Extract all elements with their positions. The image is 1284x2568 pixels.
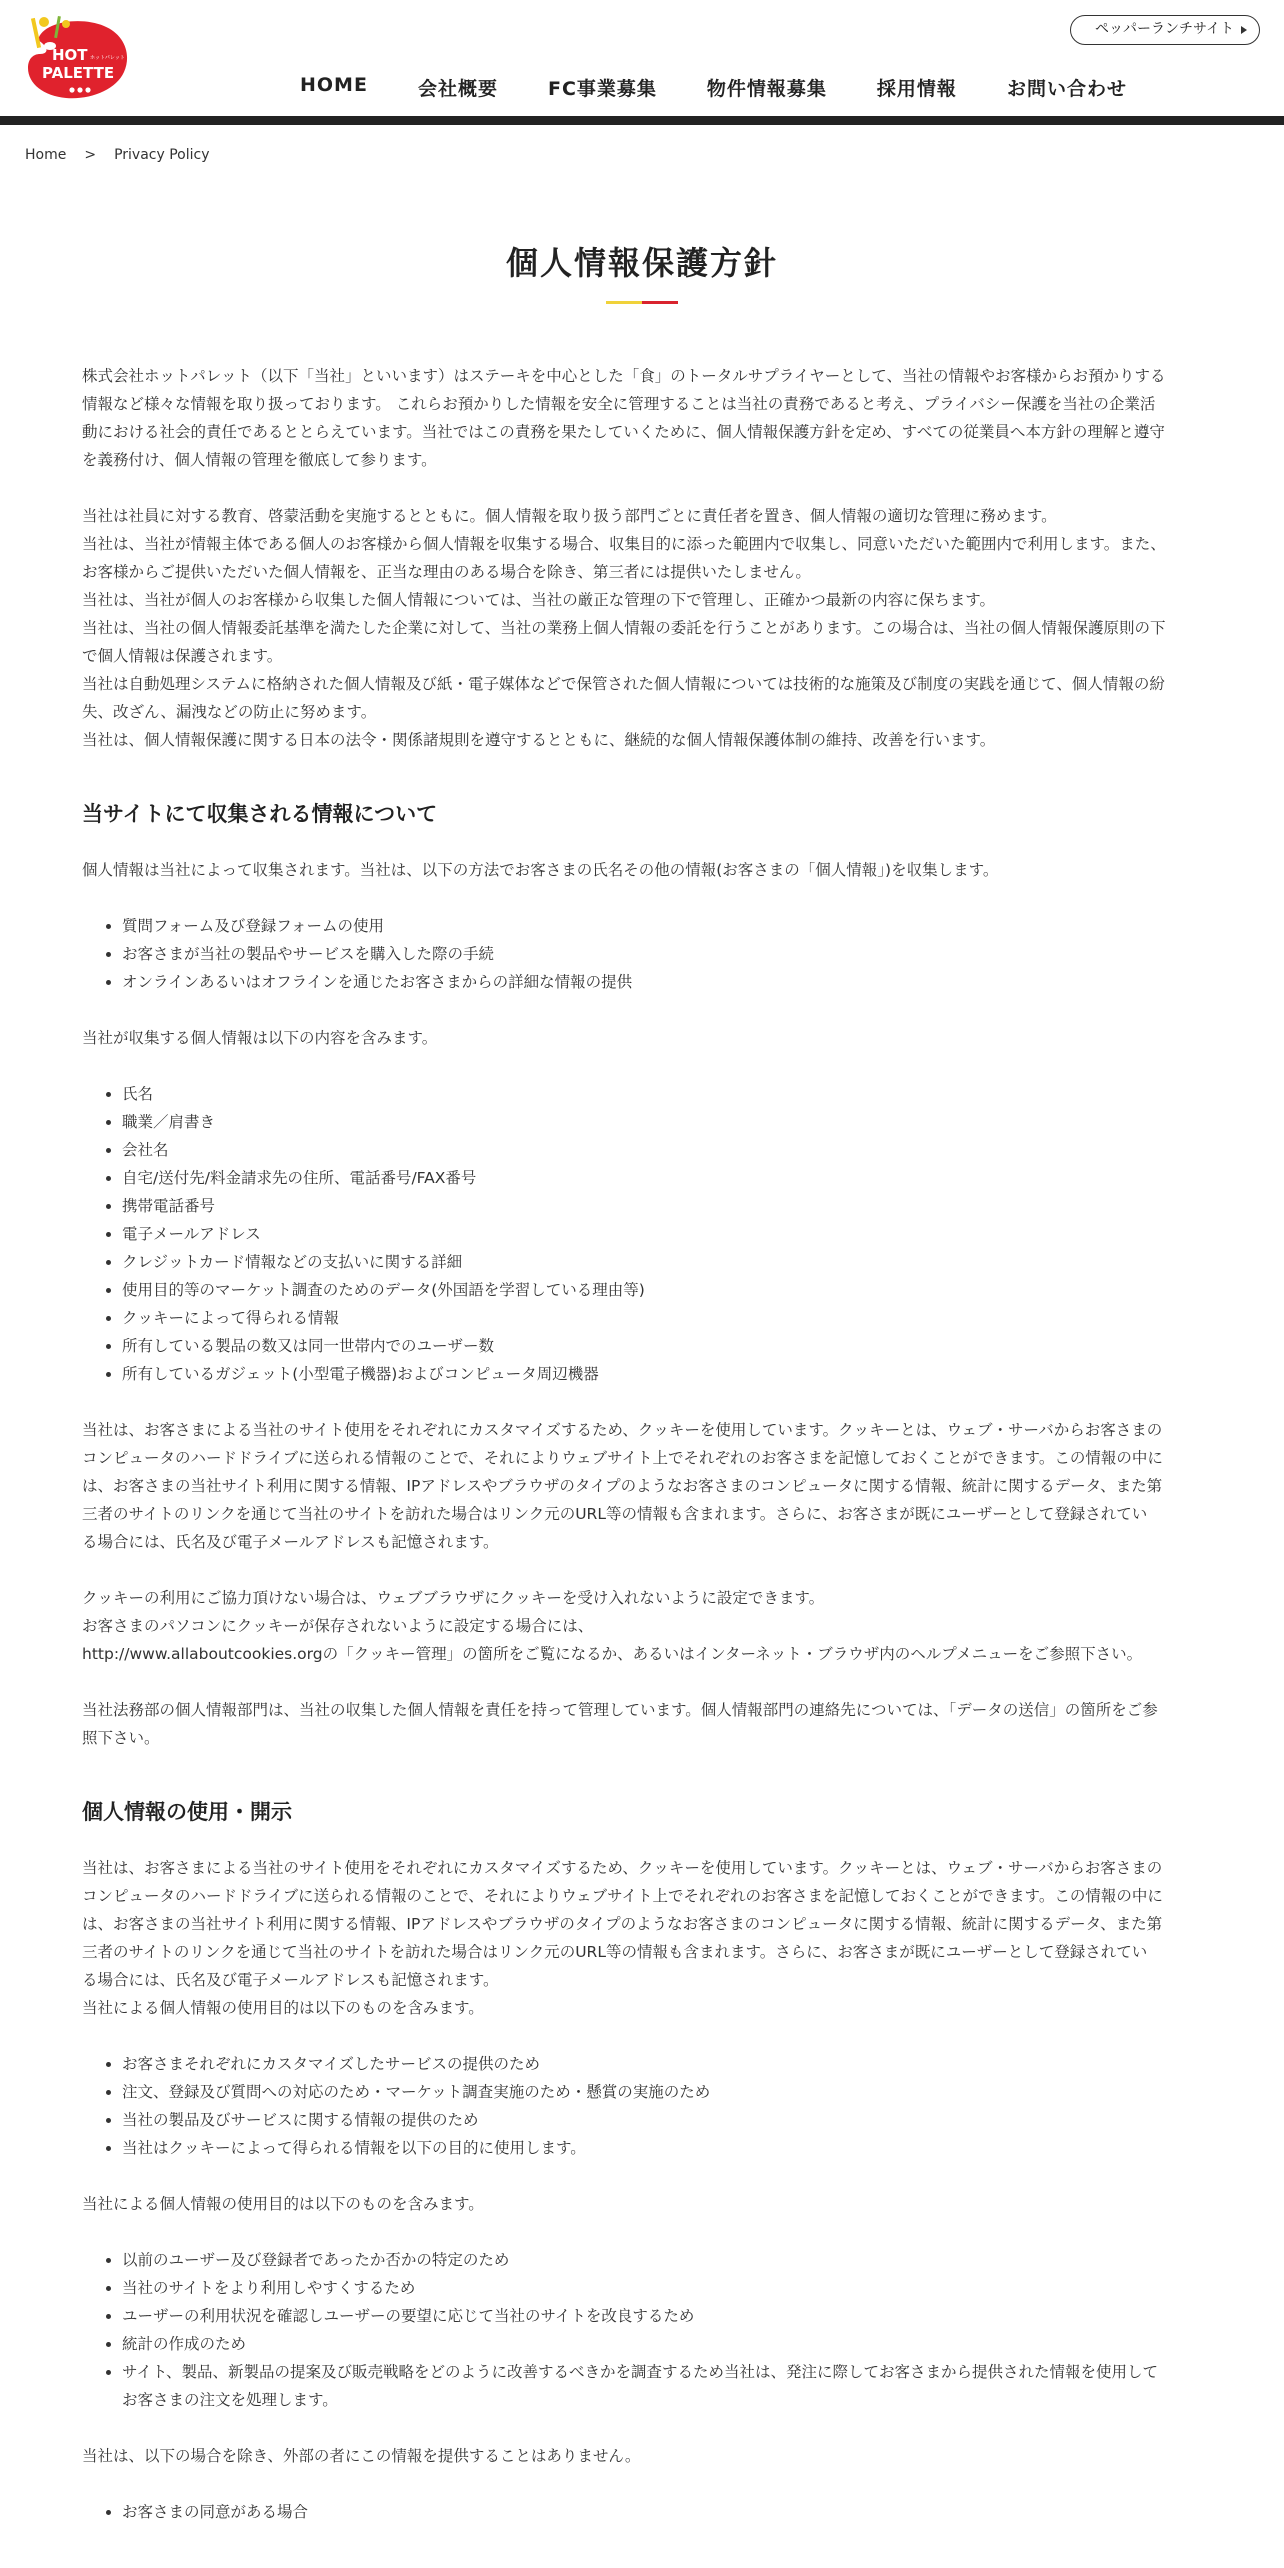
cookie-line: 三者のサイトのリンクを通じて当社のサイトを訪れた場合はリンク元のURL等の情報も含まれます。さらに、お客さまが既にユーザーとして登録されてい — [82, 1943, 1148, 1961]
cookie-paragraph — [82, 1416, 1202, 1556]
hot-palette-logo[interactable] — [20, 14, 132, 106]
cookie-line: る場合には、氏名及び電子メールアドレスも記憶されます。 — [82, 1971, 499, 1989]
policy-line: 当社は社員に対する教育、啓蒙活動を実施するとともに。個人情報を取り扱う部門ごとに責任者を置き、個人情報の適切な管理に務めます。 — [82, 507, 1057, 525]
list-item: • クレジットカード情報などの支払いに関する詳細 — [122, 1248, 1202, 1276]
refuse-line: http://www.allaboutcookies.orgの「クッキー管理」の箇所をご覧になるか、あるいはインターネット・ブラウザ内のヘルプメニューをご参照下さい。 — [82, 1645, 1143, 1663]
pepper-lunch-site-link[interactable] — [1070, 15, 1260, 45]
list-item: • 注文、登録及び質問への対応のため・マーケット調査実施のため・懸賞の実施のため — [122, 2078, 1202, 2106]
logo-text-top: HOT — [52, 46, 88, 64]
page-title: 個人情報保護方針 — [505, 244, 778, 282]
refuse-line: お客さまのパソコンにクッキーが保存されないように設定する場合には、 — [82, 1617, 594, 1635]
list-item: • お客さまそれぞれにカスタマイズしたサービスの提供のため — [122, 2050, 1202, 2078]
policy-line: 当社は、個人情報保護に関する日本の法令・関係諸規則を遵守するとともに、継続的な個人情報保護体制の維持、改善を行います。 — [82, 731, 996, 749]
list-item: • 以前のユーザー及び登録者であったか否かの特定のため — [122, 2246, 1202, 2274]
nav-contact[interactable]: お問い合わせ — [1006, 78, 1127, 100]
list-item: • 使用目的等のマーケット調査のためのデータ(外国語を学習している理由等) — [122, 1276, 1202, 1304]
list-item: • 所有しているガジェット(小型電子機器)およびコンピュータ周辺機器 — [122, 1360, 1202, 1388]
breadcrumb-current: Privacy Policy — [114, 147, 210, 163]
breadcrumb-home[interactable]: Home — [25, 147, 67, 163]
collected-items-list — [82, 1080, 1202, 1388]
logo-icon — [20, 14, 132, 106]
usage-purposes-list — [82, 2050, 1202, 2162]
cookie-line: 当社による個人情報の使用目的は以下のものを含みます。 — [82, 1999, 484, 2017]
title-underline — [606, 301, 678, 304]
underline-red — [642, 301, 678, 304]
underline-yellow — [606, 301, 642, 304]
list-item: • お客さまの同意がある場合 — [122, 2498, 1202, 2526]
site-header — [0, 0, 1284, 116]
policy-line: 当社は、当社が情報主体である個人のお客様から個人情報を収集する場合、収集目的に添った範囲内で収集し、同意いただいた範囲内で利用します。また、 — [82, 535, 1166, 553]
section-heading-collected-info: 当サイトにて収集される情報について — [82, 802, 438, 826]
nav-property-recruit[interactable]: 物件情報募集 — [706, 78, 827, 100]
list-item: • 当社はクッキーによって得られる情報を以下の目的に使用します。 — [122, 2134, 1202, 2162]
breadcrumb-separator: > — [84, 147, 97, 163]
legal-dept-paragraph — [82, 1696, 1202, 1752]
policy-line: 当社は、当社の個人情報委託基準を満たした企業に対して、当社の業務上個人情報の委託を行うことがあります。この場合は、当社の個人情報保護原則の下 — [82, 619, 1166, 637]
policy-content — [82, 362, 1202, 2554]
list-item-line: • サイト、製品、新製品の提案及び販売戦略をどのように改善するべきかを調査するため当社は、発注に際してお客さまから提供された情報を使用して — [122, 2363, 1159, 2381]
breadcrumb — [25, 147, 210, 163]
cookie-line: 当社は、お客さまによる当社のサイト使用をそれぞれにカスタマイズするため、クッキーを使用しています。クッキーとは、ウェブ・サーバからお客さまの — [82, 1421, 1163, 1439]
cookie-refuse-paragraph — [82, 1584, 1202, 1668]
intro-line: を義務付け、個人情報の管理を徹底して参ります。 — [82, 451, 437, 469]
logo-text-bottom: PALETTE — [42, 64, 115, 82]
section2-cookie-paragraph — [82, 1854, 1202, 2022]
list-item: • クッキーによって得られる情報 — [122, 1304, 1202, 1332]
collection-methods-list — [82, 912, 1202, 996]
intro-line: 動における社会的責任であるととらえています。当社ではこの責務を果たしていくために、個人情報保護方針を定め、すべての従業員へ本方針の理解と遵守 — [82, 423, 1165, 441]
list-item — [122, 2358, 1202, 2414]
intro-paragraph — [82, 362, 1202, 474]
section2-purposes2-intro: 当社による個人情報の使用目的は以下のものを含みます。 — [82, 2195, 484, 2213]
cookie-line: 三者のサイトのリンクを通じて当社のサイトを訪れた場合はリンク元のURL等の情報も含まれます。さらに、お客さまが既にユーザーとして登録されてい — [82, 1505, 1148, 1523]
list-item: • 氏名 — [122, 1080, 1202, 1108]
list-item: • 統計の作成のため — [122, 2330, 1202, 2358]
cookie-line: は、お客さまの当社サイト利用に関する情報、IPアドレスやブラウザのタイプのようなお客さまのコンピュータに関する情報、統計に関するデータ、また第 — [82, 1915, 1163, 1933]
list-item: • 質問フォーム及び登録フォームの使用 — [122, 912, 1202, 940]
section1-includes-intro: 当社が収集する個人情報は以下の内容を含みます。 — [82, 1029, 438, 1047]
list-item: • 当社のサイトをより利用しやすくするため — [122, 2274, 1202, 2302]
list-item: • ユーザーの利用状況を確認しユーザーの要望に応じて当社のサイトを改良するため — [122, 2302, 1202, 2330]
cookie-line: コンピュータのハードドライブに送られる情報のことで、それによりウェブサイト上でそれぞれのお客さまを記憶しておくことができます。この情報の中に — [82, 1887, 1163, 1905]
legal-line: 照下さい。 — [82, 1729, 160, 1747]
policy-line: 失、改ざん、漏洩などの防止に努めます。 — [82, 703, 377, 721]
nav-careers[interactable]: 採用情報 — [876, 78, 957, 100]
legal-line: 当社法務部の個人情報部門は、当社の収集した個人情報を責任を持って管理しています。個人情報部門の連絡先については、「データの送信」の箇所をご参 — [82, 1701, 1158, 1719]
cookie-line: コンピュータのハードドライブに送られる情報のことで、それによりウェブサイト上でそれぞれのお客さまを記憶しておくことができます。この情報の中に — [82, 1449, 1163, 1467]
policies-paragraph — [82, 502, 1202, 754]
logo-text-small: ホットパレット — [90, 55, 125, 61]
policy-line: お客様からご提供いただいた個人情報を、正当な理由のある場合を除き、第三者には提供いたしません。 — [82, 563, 811, 581]
cookie-line: る場合には、氏名及び電子メールアドレスも記憶されます。 — [82, 1533, 499, 1551]
disclosure-conditions-list — [82, 2498, 1202, 2526]
list-item: • 職業／肩書き — [122, 1108, 1202, 1136]
section1-intro: 個人情報は当社によって収集されます。当社は、以下の方法でお客さまの氏名その他の情報(お客さまの「個人情報」)を収集します。 — [82, 861, 999, 879]
disclosure-intro: 当社は、以下の場合を除き、外部の者にこの情報を提供することはありません。 — [82, 2447, 641, 2465]
list-item: • お客さまが当社の製品やサービスを購入した際の手続 — [122, 940, 1202, 968]
list-item: • 所有している製品の数又は同一世帯内でのユーザー数 — [122, 1332, 1202, 1360]
nav-fc-recruit[interactable]: FC事業募集 — [547, 78, 657, 100]
list-item: • 当社の製品及びサービスに関する情報の提供のため — [122, 2106, 1202, 2134]
policy-line: 当社は、当社が個人のお客様から収集した個人情報については、当社の厳正な管理の下で管理し、正確かつ最新の内容に保ちます。 — [82, 591, 995, 609]
list-item: • 会社名 — [122, 1136, 1202, 1164]
list-item: • オンラインあるいはオフラインを通じたお客さまからの詳細な情報の提供 — [122, 968, 1202, 996]
main-nav — [300, 74, 1127, 104]
header-divider — [0, 116, 1284, 125]
list-item: • 電子メールアドレス — [122, 1220, 1202, 1248]
cookie-purposes-list — [82, 2246, 1202, 2414]
cookie-line: は、お客さまの当社サイト利用に関する情報、IPアドレスやブラウザのタイプのようなお客さまのコンピュータに関する情報、統計に関するデータ、また第 — [82, 1477, 1163, 1495]
policy-line: で個人情報は保護されます。 — [82, 647, 283, 665]
intro-line: 株式会社ホットパレット（以下「当社」といいます）はステーキを中心とした「食」のトータルサプライヤーとして、当社の情報やお客様からお預かりする — [82, 367, 1166, 385]
arrow-right-icon — [1241, 26, 1247, 34]
nav-home[interactable]: HOME — [300, 74, 368, 96]
pepper-lunch-site-label: ペッパーランチサイト — [1095, 21, 1235, 37]
list-item: • 携帯電話番号 — [122, 1192, 1202, 1220]
list-item-line: お客さまの注文を処理します。 — [122, 2391, 338, 2409]
cookie-line: 当社は、お客さまによる当社のサイト使用をそれぞれにカスタマイズするため、クッキーを使用しています。クッキーとは、ウェブ・サーバからお客さまの — [82, 1859, 1163, 1877]
refuse-line: クッキーの利用にご協力頂けない場合は、ウェブブラウザにクッキーを受け入れないように設定できます。 — [82, 1589, 825, 1607]
list-item: • 自宅/送付先/料金請求先の住所、電話番号/FAX番号 — [122, 1164, 1202, 1192]
policy-line: 当社は自動処理システムに格納された個人情報及び紙・電子媒体などで保管された個人情報については技術的な施策及び制度の実践を通じて、個人情報の紛 — [82, 675, 1165, 693]
section-heading-use-disclosure: 個人情報の使用・開示 — [82, 1800, 292, 1824]
nav-company[interactable]: 会社概要 — [417, 78, 498, 100]
intro-line: 情報など様々な情報を取り扱っております。 これらお預かりした情報を安全に管理することは当社の責務であると考え、プライバシー保護を当社の企業活 — [82, 395, 1156, 413]
